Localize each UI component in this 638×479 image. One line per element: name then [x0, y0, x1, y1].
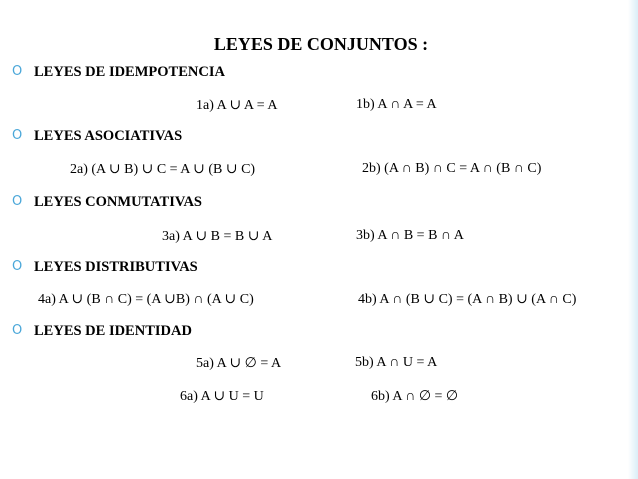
section-heading-label: LEYES DISTRIBUTIVAS	[34, 259, 198, 275]
bullet-icon: O	[12, 259, 23, 274]
law-4a: 4a) A ∪ (B ∩ C) = (A ∪B) ∩ (A ∪ C)	[38, 292, 254, 307]
law-1b: 1b) A ∩ A = A	[356, 97, 437, 112]
bullet-icon: O	[12, 194, 23, 209]
law-6b: 6b) A ∩ ∅ = ∅	[371, 389, 459, 404]
bullet-icon: O	[12, 64, 23, 79]
law-1a: 1a) A ∪ A = A	[196, 98, 278, 113]
law-2a: 2a) (A ∪ B) ∪ C = A ∪ (B ∪ C)	[70, 162, 256, 177]
page-title: LEYES DE CONJUNTOS :	[213, 34, 429, 54]
section-heading-label: LEYES DE IDEMPOTENCIA	[34, 64, 225, 80]
law-3b: 3b) A ∩ B = B ∩ A	[356, 228, 464, 243]
section-heading-label: LEYES CONMUTATIVAS	[34, 194, 202, 210]
law-2b: 2b) (A ∩ B) ∩ C = A ∩ (B ∩ C)	[362, 161, 542, 176]
bullet-icon: O	[12, 128, 23, 143]
section-heading-label: LEYES ASOCIATIVAS	[34, 128, 183, 144]
law-5b: 5b) A ∩ U = A	[355, 355, 438, 370]
bullet-icon: O	[12, 323, 23, 338]
law-5a: 5a) A ∪ ∅ = A	[196, 356, 282, 371]
law-6a: 6a) A ∪ U = U	[180, 389, 264, 404]
slide-edge-decoration	[628, 0, 638, 479]
section-heading-label: LEYES DE IDENTIDAD	[34, 323, 192, 339]
law-3a: 3a) A ∪ B = B ∪ A	[162, 229, 273, 244]
law-4b: 4b) A ∩ (B ∪ C) = (A ∩ B) ∪ (A ∩ C)	[358, 292, 577, 307]
